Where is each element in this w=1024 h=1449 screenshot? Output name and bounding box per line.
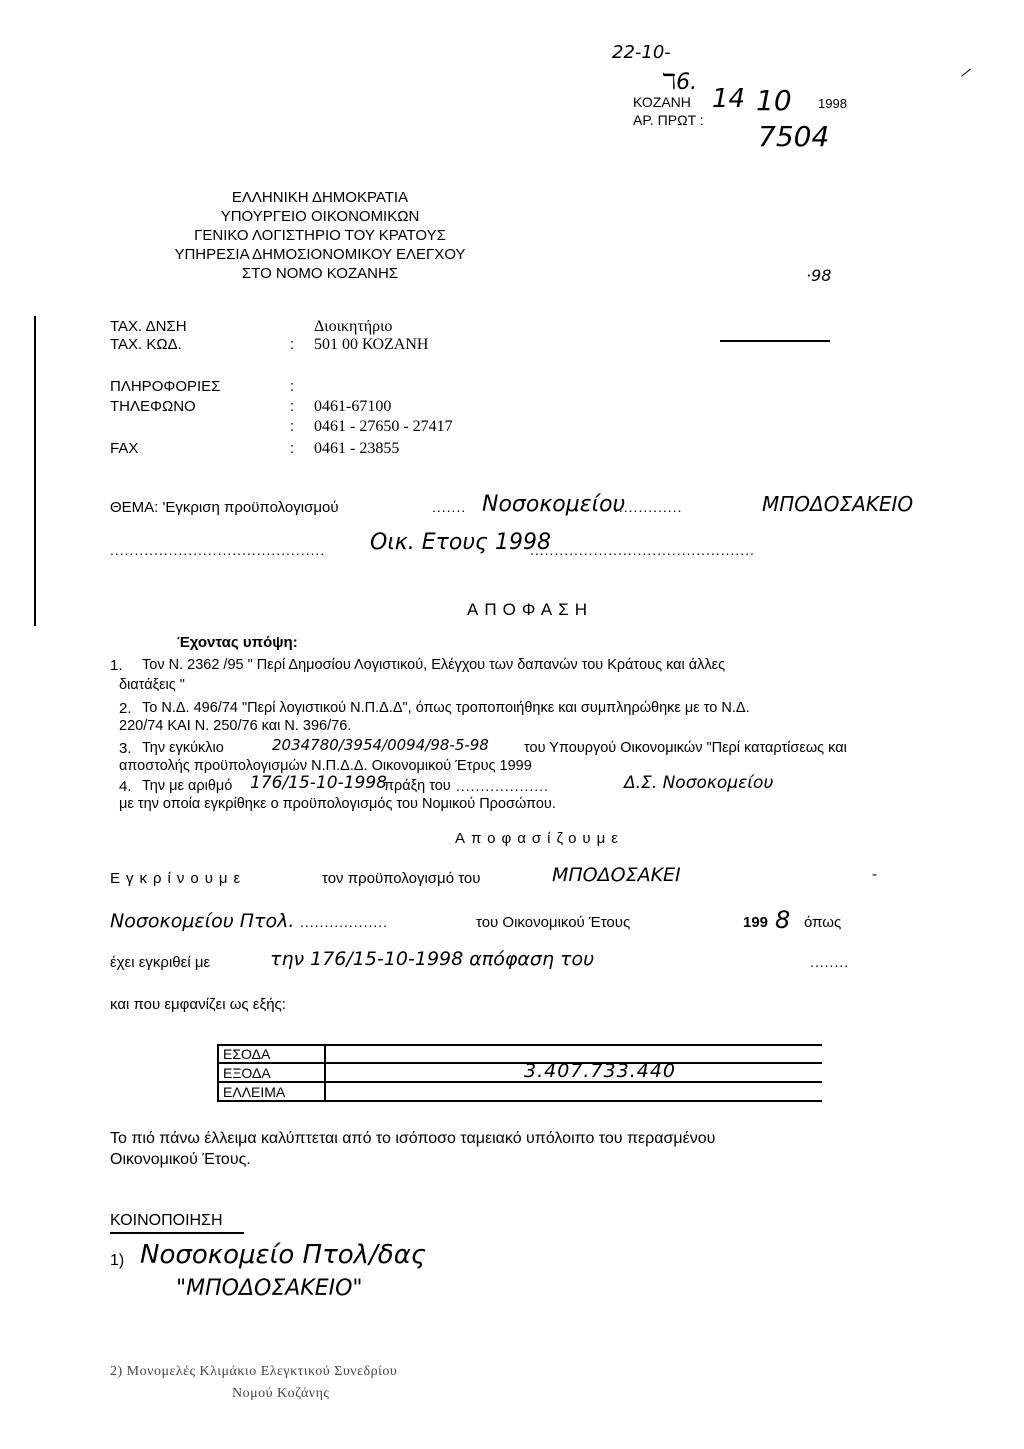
stamp-year: 1998 (818, 96, 847, 111)
line4: και που εμφανίζει ως εξής: (110, 996, 286, 1013)
line3-hand: την 176/15-10-1998 απόφαση του (270, 948, 595, 970)
subject-label: ΘΕΜΑ: 'Εγκριση προϋπολογισμού (110, 499, 339, 516)
stamp-city-label: ΚΟΖΑΝΗ (633, 94, 691, 110)
colon: : (290, 440, 295, 457)
item4-mid: πράξη του (384, 778, 451, 794)
fax-label: FAX (110, 440, 139, 457)
notification-num: 1) (110, 1252, 125, 1269)
header-line: ΥΠΗΡΕΣΙΑ ΔΗΜΟΣΙΟΝΟΜΙΚΟΥ ΕΛΕΓΧΟΥ (174, 246, 466, 263)
title-underline (110, 1232, 244, 1234)
approve-label: Εγκρίνουμε (110, 870, 247, 887)
corner-mark: ⸝ (960, 56, 972, 81)
colon: : (290, 378, 295, 395)
budget-row-label: ΕΛΛΕΙΜΑ (223, 1084, 286, 1100)
item3-hand: 2034780/3954/0094/98-5-98 (272, 736, 489, 754)
decide-heading: Αποφασίζουμε (455, 830, 624, 847)
item1-line-a: Τον Ν. 2362 /95 " Περί Δημοσίου Λογιστικού, Ελέγχου των δαπανών του Κράτους και άλλες (142, 657, 726, 673)
postcode-label: ΤΑΧ. ΚΩΔ. (110, 336, 182, 353)
header-line: ΣΤΟ ΝΟΜΟ ΚΟΖΑΝΗΣ (241, 265, 399, 282)
item4-pre: Την με αριθμό (142, 778, 233, 794)
info-label: ΠΛΗΡΟΦΟΡΙΕΣ (110, 378, 221, 395)
phone-2: 0461 - 27650 - 27417 (314, 418, 453, 435)
colon: : (290, 418, 295, 435)
notification-hand-2: "ΜΠΟΔΟΣΑΚΕΙΟ" (176, 1276, 363, 1301)
stamp-initials: ℸ6. (662, 70, 698, 95)
note-line-1: Το πιό πάνω έλλειμα καλύπτεται από το ισόποσο ταμειακό υπόλοιπο του περασμένου (110, 1130, 716, 1147)
note-line-2: Οικονομικού Έτους. (110, 1151, 251, 1168)
notification-hand-1: Νοσοκομείο Πτολ/δας (140, 1240, 427, 1270)
stamp-month: 10 (756, 84, 792, 117)
budget-row-label: ΕΣΟΔΑ (223, 1046, 271, 1062)
item-number: 3. (119, 740, 132, 757)
considering-label: Έχοντας υπόψη: (177, 634, 298, 651)
line2-year: 199 (743, 914, 769, 931)
stamp-top-note: 22-10- (612, 42, 671, 63)
colon: : (290, 398, 295, 415)
postcode-value: 501 00 ΚΟΖΑΝΗ (314, 336, 429, 353)
address-value: Διοικητήριο (314, 318, 393, 335)
line2-text: του Οικονομικού Έτους (476, 914, 631, 931)
item3-line-b: αποστολής προϋπολογισμών Ν.Π.Δ.Δ. Οικονομικού Έτρυς 1999 (119, 758, 532, 774)
notification-title: ΚΟΙΝΟΠΟΙΗΣΗ (110, 1212, 223, 1229)
decision-title: ΑΠΟΦΑΣΗ (467, 600, 594, 619)
margin-line (34, 316, 36, 626)
subject-hand-1: Νοσοκομείου (482, 492, 626, 517)
line2-tail: όπως (804, 914, 842, 931)
address-label: ΤΑΧ. ΔΝΣΗ (110, 318, 187, 335)
subject-hand-2: ΜΠΟΔΟΣΑΚΕΙΟ (762, 492, 914, 516)
item4-hand-1: 176/15-10-1998 (250, 773, 387, 793)
header-line: ΕΛΛΗΝΙΚΗ ΔΗΜΟΚΡΑΤΙΑ (231, 189, 409, 206)
budget-row-label: ΕΞΟΔΑ (223, 1065, 271, 1081)
item1-line-b: διατάξεις " (119, 677, 185, 693)
notification-item-2: 2) Μονομελές Κλιμάκιο Ελεγκτικού Συνεδρίου (110, 1364, 398, 1379)
item-number: 2. (119, 700, 132, 717)
item3-post: του Υπουργού Οικονομικών "Περί καταρτίσεως και (524, 740, 847, 756)
item4-hand-2: Δ.Σ. Νοσοκομείου (624, 773, 774, 793)
phone-1: 0461-67100 (314, 398, 392, 415)
deficit-value: 3.407.733.440 (524, 1060, 677, 1082)
stamp-prot-label: ΑΡ. ΠΡΩΤ : (633, 112, 704, 128)
subject-hand-3: Οικ. Ετους 1998 (370, 530, 551, 555)
line2-hand: Νοσοκομείου Πτολ. (110, 910, 295, 932)
phone-label: ΤΗΛΕΦΩΝΟ (110, 398, 196, 415)
right-fragment: ·98 (806, 266, 832, 285)
item-number: 4. (119, 778, 132, 795)
approve-text: τον προϋπολογισμό του (322, 870, 481, 887)
approve-hand: ΜΠΟΔΟΣΑΚΕΙ (552, 864, 681, 886)
stamp-day: 14 (712, 84, 746, 114)
item2-line-a: Το Ν.Δ. 496/74 "Περί λογιστικού Ν.Π.Δ.Δ", όπως τροποποιήθηκε και συμπληρώθηκε με το Ν.Δ. (142, 700, 750, 716)
item4-line-b: με την οποία εγκρίθηκε ο προϋπολογισμός του Νομικού Προσώπου. (119, 796, 556, 812)
header-line: ΥΠΟΥΡΓΕΙΟ ΟΙΚΟΝΟΜΙΚΩΝ (220, 208, 420, 225)
header-line: ΓΕΝΙΚΟ ΛΟΓΙΣΤΗΡΙΟ ΤΟΥ ΚΡΑΤΟΥΣ (194, 227, 446, 244)
item3-pre: Την εγκύκλιο (142, 740, 224, 756)
colon: : (290, 336, 295, 353)
fax-value: 0461 - 23855 (314, 440, 400, 457)
line2-year-hand: 8 (775, 906, 791, 934)
ministry-header (110, 188, 530, 283)
line3-pre: έχει εγκριθεί με (110, 954, 211, 971)
stamp-prot-number: 7504 (758, 120, 830, 153)
notification-item-2b: Νομού Κοζάνης (232, 1386, 330, 1401)
item2-line-b: 220/74 ΚΑΙ Ν. 250/76 και Ν. 396/76. (119, 718, 352, 734)
item-number: 1. (110, 657, 123, 674)
divider (720, 340, 830, 342)
